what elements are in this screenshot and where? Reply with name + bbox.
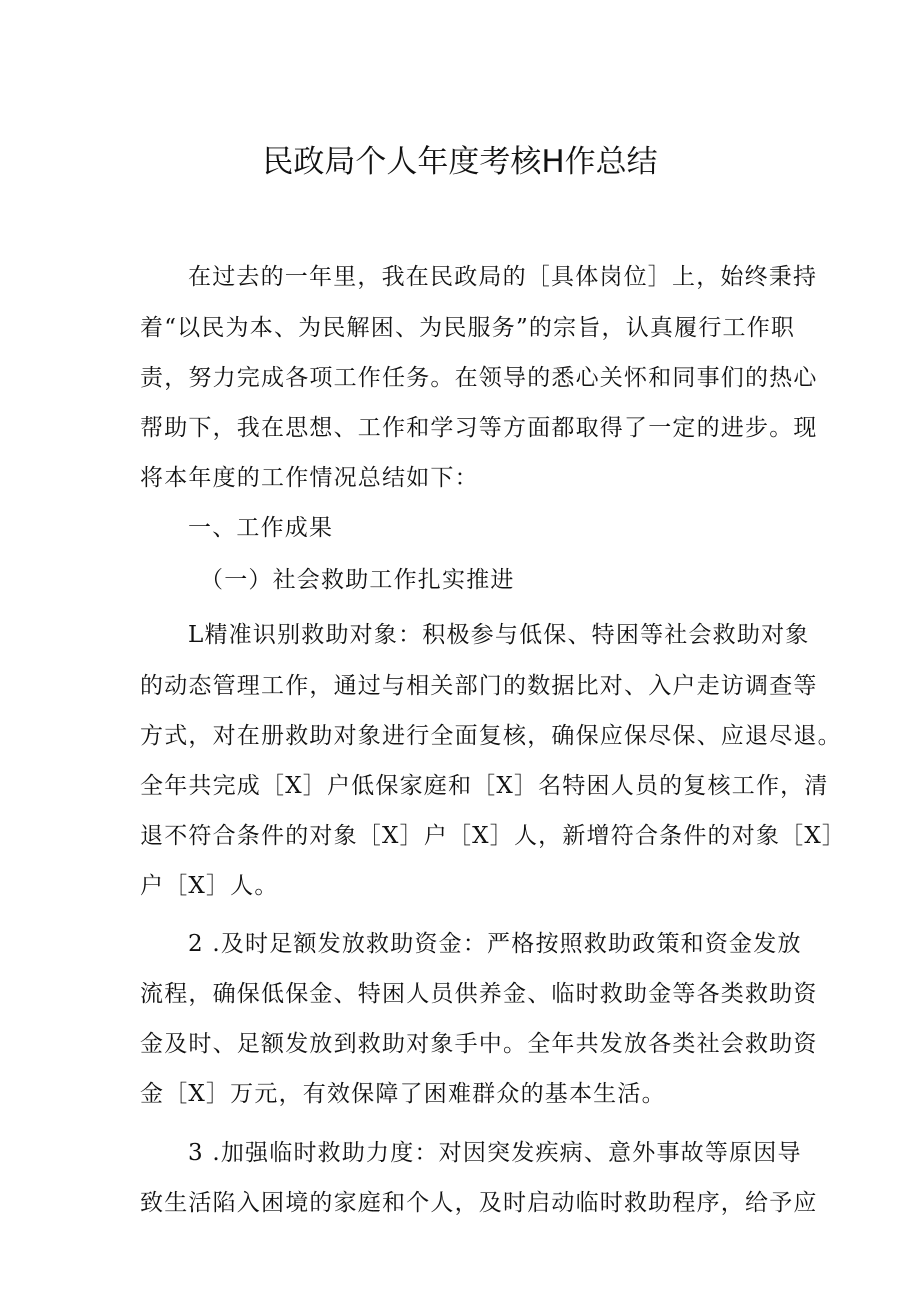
item1-line-2: 的动态管理工作，通过与相关部门的数据比对、入户走访调查等: [140, 673, 818, 699]
item3-line-2: 致生活陷入困境的家庭和个人，及时启动临时救助程序，给予应: [140, 1190, 818, 1216]
intro-line-5: 将本年度的工作情况总结如下：: [140, 465, 479, 491]
intro-line-1: 在过去的一年里，我在民政局的［具体岗位］上，始终秉持: [188, 264, 818, 290]
item2-line-3: 金及时、足额发放到救助对象手中。全年共发放各类社会救助资: [140, 1031, 818, 1057]
item3-line-1: 3 .加强临时救助力度：对因突发疾病、意外事故等原因导: [188, 1140, 802, 1166]
item1-line-4: 全年共完成［X］户低保家庭和［X］名特困人员的复核工作，清: [140, 773, 829, 799]
intro-line-3: 责，努力完成各项工作任务。在领导的悉心关怀和同事们的热心: [140, 365, 818, 391]
item1-line-3: 方式，对在册救助对象进行全面复核，确保应保尽保、应退尽退。: [140, 723, 842, 749]
item1-line-6: 户［X］人。: [140, 873, 279, 899]
item2-line-1: 2 .及时足额发放救助资金：严格按照救助政策和资金发放: [188, 931, 802, 957]
item1-line-1: L精准识别救助对象：积极参与低保、特困等社会救助对象: [188, 622, 810, 648]
item2-line-4: 金［X］万元，有效保障了困难群众的基本生活。: [140, 1081, 666, 1107]
subsection-heading-1: （一）社会救助工作扎实推进: [200, 567, 515, 593]
item1-line-5: 退不符合条件的对象［X］户［X］人，新增符合条件的对象［X］: [140, 823, 847, 849]
intro-line-2: 着“以民为本、为民解困、为民服务”的宗旨，认真履行工作职: [140, 315, 796, 341]
item2-line-2: 流程，确保低保金、特困人员供养金、临时救助金等各类救助资: [140, 981, 818, 1007]
document-title: 民政局个人年度考核H作总结: [262, 144, 658, 180]
section-heading-1: 一、工作成果: [188, 515, 334, 541]
intro-line-4: 帮助下，我在思想、工作和学习等方面都取得了一定的进步。现: [140, 415, 818, 441]
